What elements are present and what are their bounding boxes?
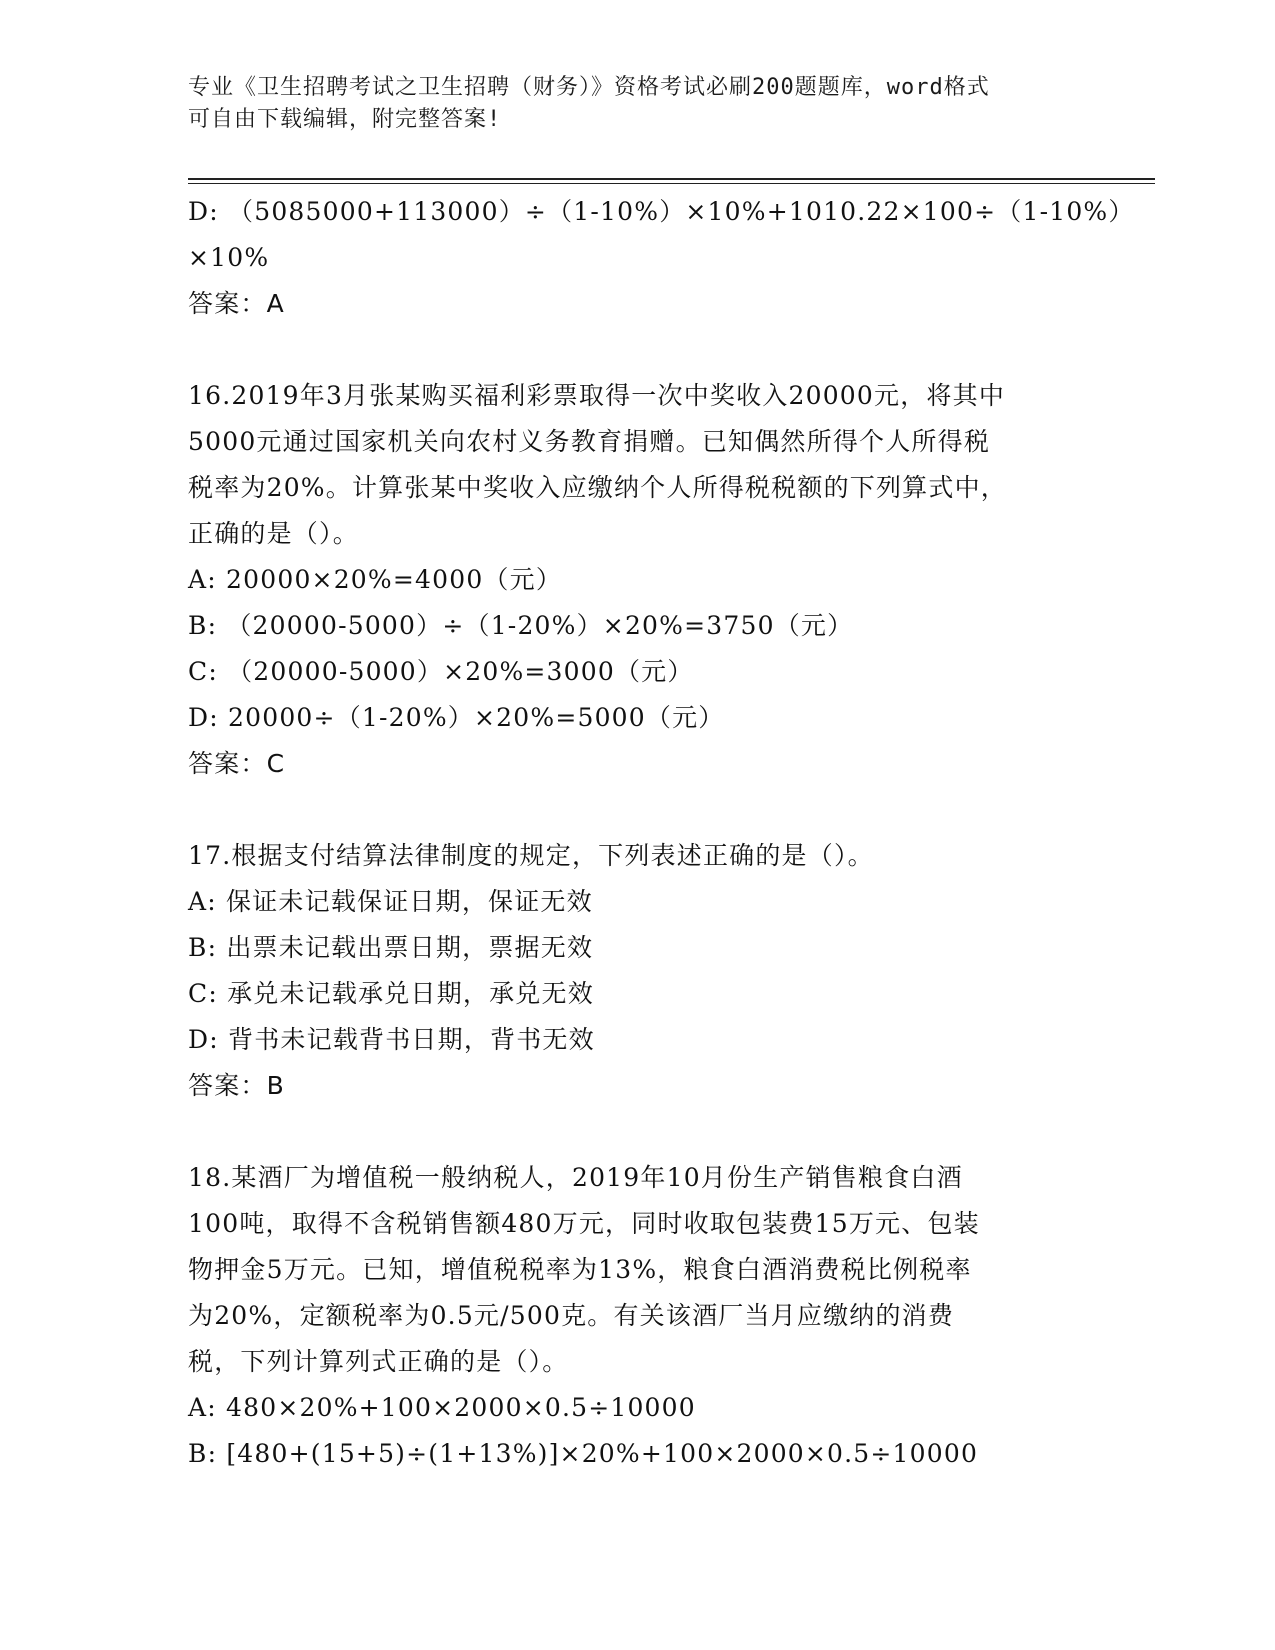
option-b: B: [480+(15+5)÷(1+13%)]×20%+100×2000×0.5÷10000	[188, 1439, 979, 1468]
answer-line: 答案：A	[188, 289, 285, 318]
page-header	[188, 72, 1068, 136]
answer-line: 答案：B	[188, 1071, 285, 1100]
spacer	[188, 787, 1088, 833]
question-stem-line: 18.某酒厂为增值税一般纳税人，2019年10月份生产销售粮食白酒	[188, 1163, 963, 1192]
answer-line: 答案：C	[188, 749, 286, 778]
question-stem-line: 16.2019年3月张某购买福利彩票取得一次中奖收入20000元，将其中	[188, 381, 1006, 410]
header-divider-thin	[188, 183, 1155, 184]
question-18	[188, 1155, 1088, 1477]
question-stem-line: 正确的是（）。	[188, 519, 359, 548]
option-d-line-2: ×10%	[188, 243, 270, 272]
question-stem-line: 5000元通过国家机关向农村义务教育捐赠。已知偶然所得个人所得税	[188, 427, 991, 456]
spacer	[188, 327, 1088, 373]
spacer	[188, 1109, 1088, 1155]
question-stem-line: 物押金5万元。已知，增值税税率为13%，粮食白酒消费税比例税率	[188, 1255, 972, 1284]
question-stem-line: 税，下列计算列式正确的是（）。	[188, 1347, 569, 1376]
question-16	[188, 373, 1088, 787]
header-divider-thick	[188, 178, 1155, 180]
option-c: C: 承兑未记载承兑日期，承兑无效	[188, 979, 594, 1008]
option-c: C: （20000-5000）×20%=3000（元）	[188, 657, 694, 686]
option-b: B: 出票未记载出票日期，票据无效	[188, 933, 594, 962]
question-stem-line: 100吨，取得不含税销售额480万元，同时收取包装费15万元、包装	[188, 1209, 980, 1238]
question-17	[188, 833, 1088, 1109]
header-title-line-2: 可自由下载编辑，附完整答案!	[188, 107, 502, 132]
question-stem-line: 税率为20%。计算张某中奖收入应缴纳个人所得税税额的下列算式中，	[188, 473, 1007, 502]
option-d: D: 20000÷（1-20%）×20%=5000（元）	[188, 703, 725, 732]
question-stem-line: 17.根据支付结算法律制度的规定，下列表述正确的是（）。	[188, 841, 874, 870]
question-stem-line: 为20%，定额税率为0.5元/500克。有关该酒厂当月应缴纳的消费	[188, 1301, 955, 1330]
option-a: A: 20000×20%=4000（元）	[188, 565, 563, 594]
document-body	[188, 189, 1135, 1477]
option-a: A: 480×20%+100×2000×0.5÷10000	[188, 1393, 696, 1422]
option-d-line-1: D: （5085000+113000）÷（1-10%）×10%+1010.22×100÷（1-10%）	[188, 197, 1135, 226]
option-d: D: 背书未记载背书日期，背书无效	[188, 1025, 595, 1054]
option-a: A: 保证未记载保证日期，保证无效	[188, 887, 593, 916]
header-title-line-1: 专业《卫生招聘考试之卫生招聘（财务）》资格考试必刷200题题库，word格式	[188, 75, 990, 100]
option-b: B: （20000-5000）÷（1-20%）×20%=3750（元）	[188, 611, 854, 640]
